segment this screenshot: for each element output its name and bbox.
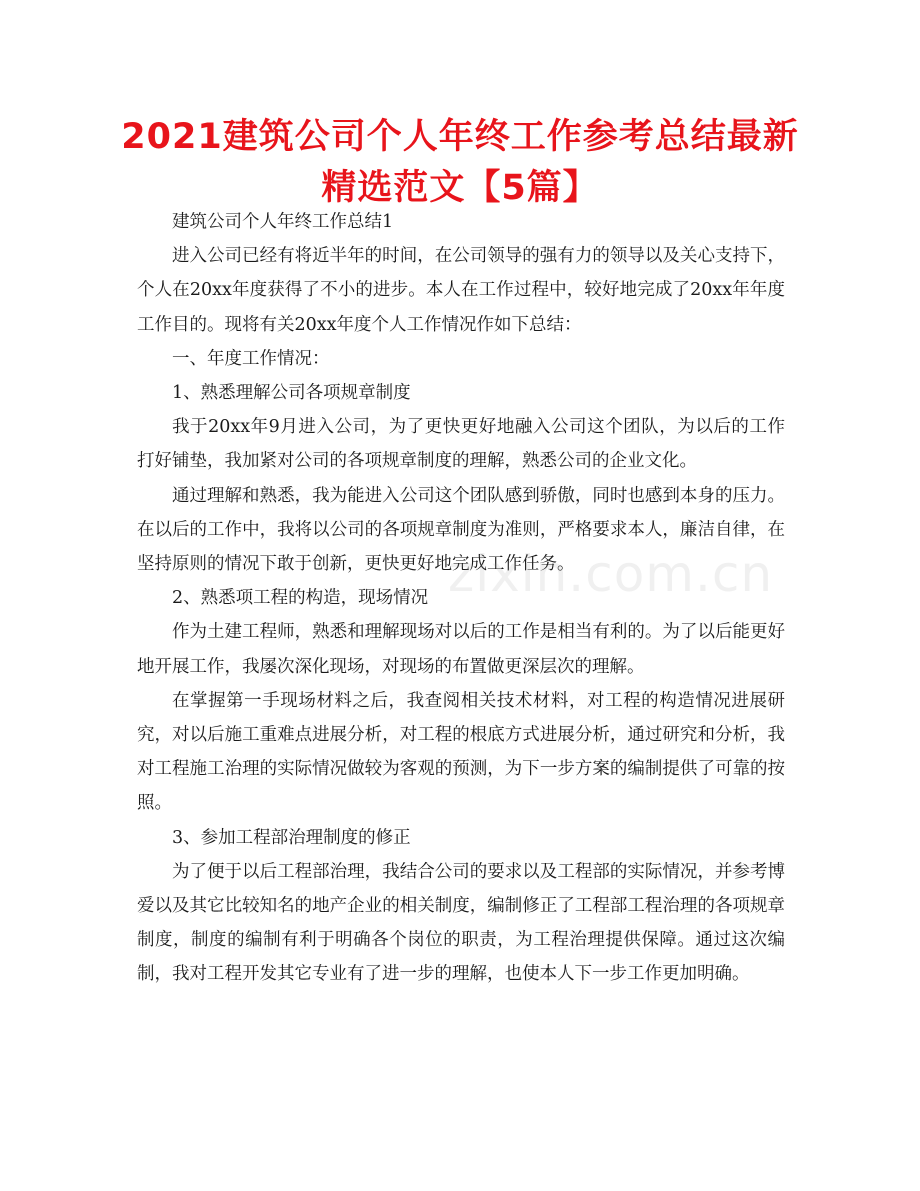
paragraph: 作为土建工程师，熟悉和理解现场对以后的工作是相当有利的。为了以后能更好地开展工作，我屡次深化现场，对现场的布置做更深层次的理解。: [137, 622, 785, 677]
paragraph: 我于20xx年9月进入公司，为了更快更好地融入公司这个团队，为以后的工作打好铺垫，我加紧对公司的各项规章制度的理解，熟悉公司的企业文化。: [137, 417, 785, 472]
paragraph: 为了便于以后工程部治理，我结合公司的要求以及工程部的实际情况，并参考博爱以及其它比较知名的地产企业的相关制度，编制修正了工程部工程治理的各项规章制度，制度的编制有利于明确各个岗位的职责，为工程治理提供保障。通过这次编制，我对工程开发其它专业有了进一步的理解，也使本人下一步工作更加明确。: [137, 861, 785, 985]
paragraph: 通过理解和熟悉，我为能进入公司这个团队感到骄傲，同时也感到本身的压力。在以后的工作中，我将以公司的各项规章制度为准则，严格要求本人，廉洁自律，在坚持原则的情况下敢于创新，更快更好地完成工作任务。: [137, 485, 785, 575]
item-heading: 2、熟悉项工程的构造，现场情况: [172, 588, 429, 609]
item-heading: 1、熟悉理解公司各项规章制度: [172, 383, 411, 404]
section-heading: 建筑公司个人年终工作总结1: [172, 212, 394, 232]
paragraph: 进入公司已经有将近半年的时间，在公司领导的强有力的领导以及关心支持下，个人在20xx年度获得了不小的进步。本人在工作过程中，较好地完成了20xx年年度工作目的。现将有关20xx年度个人工作情况作如下总结：: [137, 246, 785, 335]
watermark: zixin.com.cn: [448, 545, 774, 603]
paragraph: 在掌握第一手现场材料之后，我查阅相关技术材料，对工程的构造情况进展研究，对以后施工重难点进展分析，对工程的根底方式进展分析，通过研究和分析，我对工程施工治理的实际情况做较为客观的预测，为下一步方案的编制提供了可靠的按照。: [137, 690, 785, 814]
document-title: 2021建筑公司个人年终工作参考总结最新精选范文【5篇】: [121, 117, 799, 208]
subsection-heading: 一、年度工作情况：: [172, 348, 330, 369]
item-heading: 3、参加工程部治理制度的修正: [172, 827, 411, 848]
